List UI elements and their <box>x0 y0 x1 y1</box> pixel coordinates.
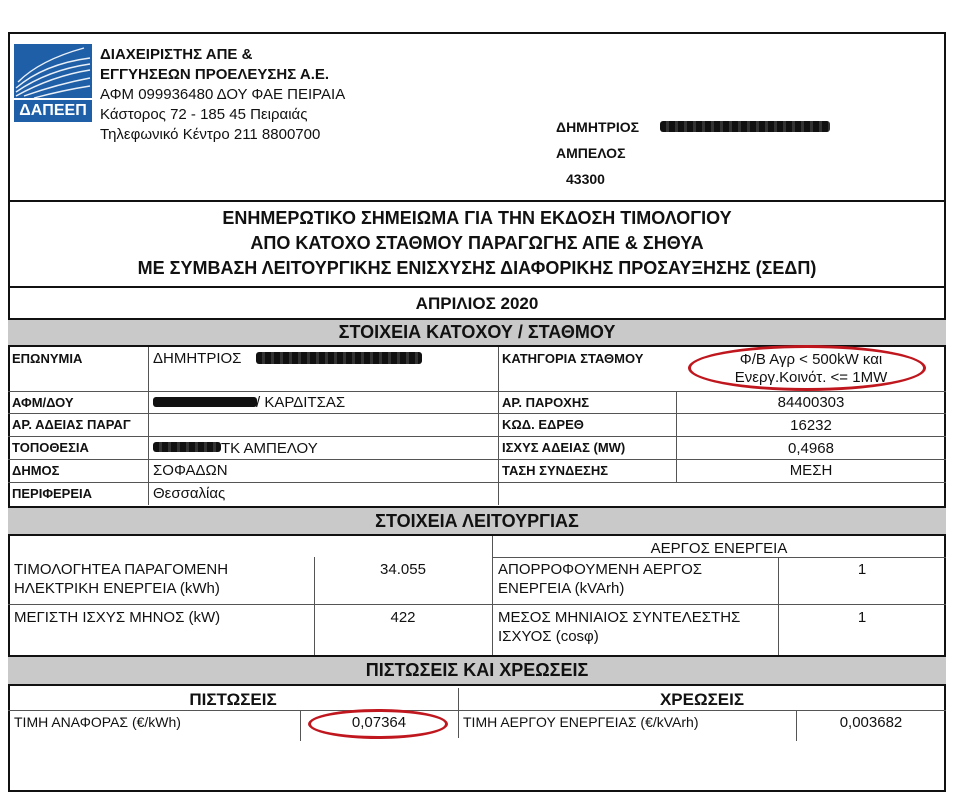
grid-v3 <box>676 392 677 482</box>
credit-value: 0,07364 <box>351 714 407 731</box>
credits-subheader-divider <box>8 710 946 711</box>
issuer-name-line2: ΕΓΓΥΗΣΕΩΝ ΠΡΟΕΛΕΥΣΗΣ Α.Ε. <box>100 66 330 83</box>
charges-header: ΧΡΕΩΣΕΙΣ <box>659 690 745 709</box>
redaction-afm <box>153 397 257 407</box>
issuer-phone: Τηλεφωνικό Κέντρο 211 8800700 <box>100 126 321 143</box>
redaction-location <box>153 442 221 452</box>
annotation-circle-credit <box>308 709 448 739</box>
op-row1-r-label-line1: ΑΠΟΡΡΟΦΟΥΜΕΝΗ ΑΕΡΓΟΣ <box>498 561 703 578</box>
value-afm-doy: / ΚΑΡΔΙΤΣΑΣ <box>256 394 346 411</box>
redaction-eponymia <box>256 352 422 364</box>
op-grid-h1 <box>492 557 946 558</box>
issuer-tax: ΑΦΜ 099936480 ΔΟΥ ΦΑΕ ΠΕΙΡΑΙΑ <box>100 86 346 103</box>
value-region: Θεσσαλίας <box>153 485 226 502</box>
op-row1-r-value: 1 <box>857 561 867 578</box>
label-region: ΠΕΡΙΦΕΡΕΙΑ <box>12 486 93 501</box>
label-license: ΑΡ. ΑΔΕΙΑΣ ΠΑΡΑΓ <box>12 417 131 432</box>
value-edreth-code: 16232 <box>790 417 832 434</box>
value-station-category-line1: Φ/Β Αγρ < 500kW και <box>739 351 883 368</box>
title-line1: ΕΝΗΜΕΡΩΤΙΚΟ ΣΗΜΕΙΩΜΑ ΓΙΑ ΤΗΝ ΕΚΔΟΣΗ ΤΙΜΟΛΟΓΙΟΥ <box>222 208 732 228</box>
label-supply-number: ΑΡ. ΠΑΡΟΧΗΣ <box>502 395 590 410</box>
recipient-town: ΑΜΠΕΛΟΣ <box>556 145 626 161</box>
value-connection-voltage: ΜΕΣΗ <box>789 462 833 479</box>
station-section-heading <box>8 318 946 347</box>
grid-h1 <box>8 391 946 392</box>
value-supply-number: 84400303 <box>777 394 845 411</box>
grid-h2 <box>8 413 946 414</box>
credit-label: ΤΙΜΗ ΑΝΑΦΟΡΑΣ (€/kWh) <box>14 714 181 730</box>
title-line2: ΑΠΟ ΚΑΤΟΧΟ ΣΤΑΘΜΟΥ ΠΑΡΑΓΩΓΗΣ ΑΠΕ & ΣΗΘΥΑ <box>250 233 704 253</box>
period: ΑΠΡΙΛΙΟΣ 2020 <box>415 294 539 313</box>
op-row2-label-line1: ΜΕΓΙΣΤΗ ΙΣΧΥΣ ΜΗΝΟΣ (kW) <box>14 609 221 626</box>
recipient-name: ΔΗΜΗΤΡΙΟΣ <box>556 119 640 135</box>
label-license-power: ΙΣΧΥΣ ΑΔΕΙΑΣ (MW) <box>502 440 626 455</box>
divider-title-top <box>8 200 946 202</box>
operation-section-heading <box>8 506 946 536</box>
issuer-name-line1: ΔΙΑΧΕΙΡΙΣΤΗΣ ΑΠΕ & <box>100 46 253 63</box>
label-connection-voltage: ΤΑΣΗ ΣΥΝΔΕΣΗΣ <box>502 463 609 478</box>
charge-label: ΤΙΜΗ ΑΕΡΓΟΥ ΕΝΕΡΓΕΙΑΣ (€/kVArh) <box>463 714 699 730</box>
annotation-circle-category <box>688 345 926 391</box>
value-license-power: 0,4968 <box>788 440 834 457</box>
credits-heading-text: ΠΙΣΤΩΣΕΙΣ ΚΑΙ ΧΡΕΩΣΕΙΣ <box>365 660 589 680</box>
label-afm-doy: ΑΦΜ/ΔΟΥ <box>12 395 74 410</box>
grid-h3 <box>8 436 946 437</box>
label-station-category: ΚΑΤΗΓΟΡΙΑ ΣΤΑΘΜΟΥ <box>502 351 644 366</box>
logo-text: ΔΑΠΕΕΠ <box>19 102 87 119</box>
label-municipality: ΔΗΜΟΣ <box>12 463 60 478</box>
issuer-address: Κάστορος 72 - 185 45 Πειραιάς <box>100 106 308 123</box>
value-location: ΤΚ ΑΜΠΕΛΟΥ <box>221 440 318 457</box>
op-row2-r-label-line2: ΙΣΧΥΟΣ (cosφ) <box>498 628 599 645</box>
grid-h5 <box>8 482 946 483</box>
value-eponymia: ΔΗΜΗΤΡΙΟΣ <box>153 350 242 367</box>
label-location: ΤΟΠΟΘΕΣΙΑ <box>12 440 89 455</box>
operation-heading-text: ΣΤΟΙΧΕΙΑ ΛΕΙΤΟΥΡΓΙΑΣ <box>375 510 579 531</box>
cr-grid-v2 <box>458 688 459 738</box>
op-row2-r-label-line1: ΜΕΣΟΣ ΜΗΝΙΑΙΟΣ ΣΥΝΤΕΛΕΣΤΗΣ <box>498 609 741 626</box>
station-heading-text: ΣΤΟΙΧΕΙΑ ΚΑΤΟΧΟΥ / ΣΤΑΘΜΟΥ <box>338 322 616 342</box>
charge-value: 0,003682 <box>839 714 903 731</box>
op-row2-value: 422 <box>390 609 416 626</box>
op-row1-label-line2: ΗΛΕΚΤΡΙΚΗ ΕΝΕΡΓΕΙΑ (kWh) <box>14 580 220 597</box>
credits-section-heading <box>8 655 946 686</box>
label-eponymia: ΕΠΩΝΥΜΙΑ <box>12 351 83 366</box>
op-row1-label-line1: ΤΙΜΟΛΟΓΗΤΕΑ ΠΑΡΑΓΟΜΕΝΗ <box>14 561 229 578</box>
op-row1-value: 34.055 <box>380 561 426 578</box>
label-edreth-code: ΚΩΔ. ΕΔΡΕΘ <box>502 417 584 432</box>
dapeep-logo <box>14 44 92 122</box>
op-grid-h2 <box>8 604 946 605</box>
grid-h4 <box>8 459 946 460</box>
value-station-category-line2: Ενεργ.Κοινότ. <= 1MW <box>734 369 888 386</box>
op-row1-r-label-line2: ΕΝΕΡΓΕΙΑ (kVArh) <box>498 580 625 597</box>
title-line3: ΜΕ ΣΥΜΒΑΣΗ ΛΕΙΤΟΥΡΓΙΚΗΣ ΕΝΙΣΧΥΣΗΣ ΔΙΑΦΟΡΙΚΗΣ ΠΡΟΣΑΥΞΗΣΗΣ (ΣΕΔΠ) <box>137 258 817 278</box>
value-municipality: ΣΟΦΑΔΩΝ <box>153 462 228 479</box>
credits-header: ΠΙΣΤΩΣΕΙΣ <box>189 690 277 709</box>
divider-period-top <box>8 286 946 288</box>
op-row2-r-value: 1 <box>857 609 867 626</box>
reactive-energy-header: ΑΕΡΓΟΣ ΕΝΕΡΓΕΙΑ <box>650 540 788 557</box>
recipient-postcode: 43300 <box>566 171 605 187</box>
redaction-recipient <box>660 121 830 132</box>
